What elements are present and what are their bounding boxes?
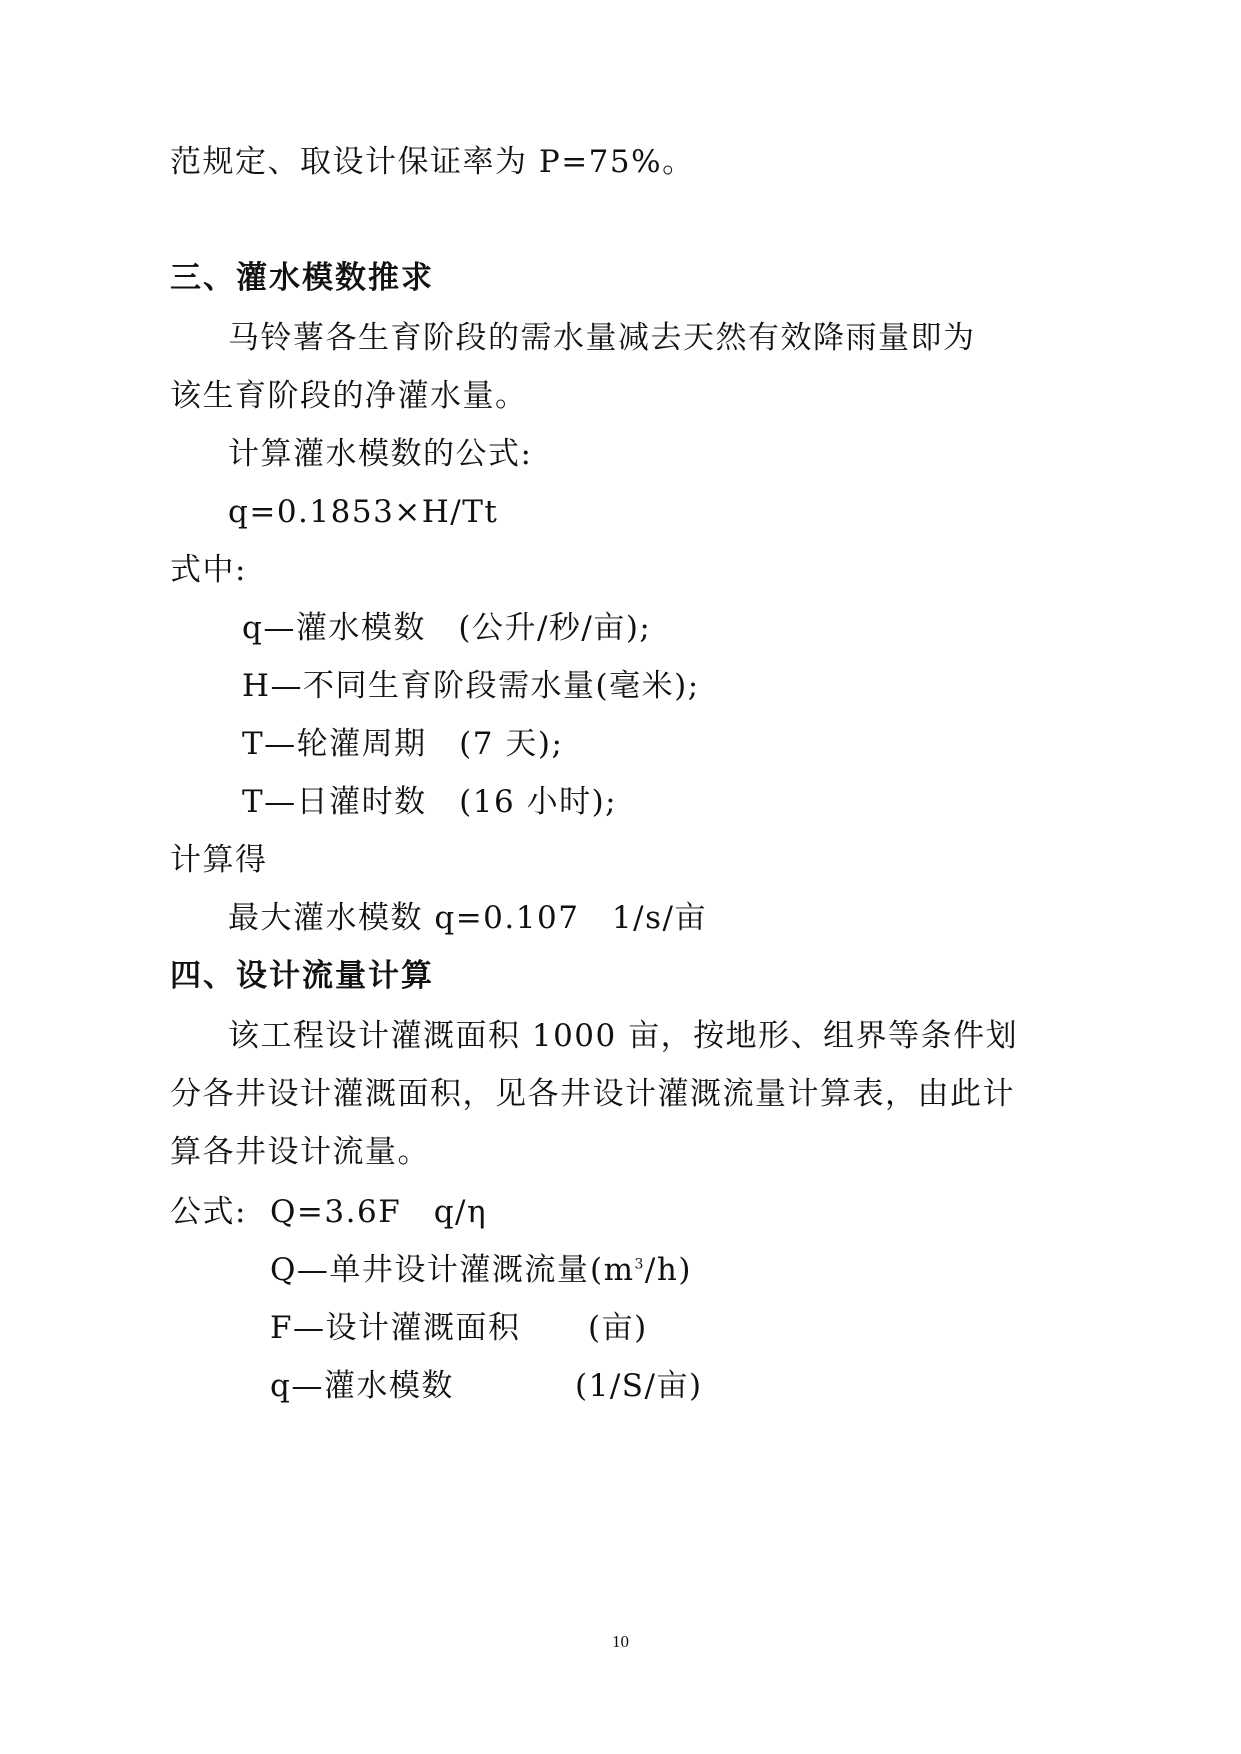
page-number: 10 [612,1632,629,1651]
definition-line: q—灌水模数 (公升/秒/亩); [242,610,652,646]
unit-superscript: 3 [634,1256,645,1273]
formula-line: q=0.1853×H/Tt [228,494,499,530]
section-heading-4: 四、设计流量计算 [170,958,434,994]
paragraph-line: 该工程设计灌溉面积 1000 亩，按地形、组界等条件划 [228,1018,1019,1054]
where-label: 式中: [170,552,247,588]
paragraph-line: 马铃薯各生育阶段的需水量减去天然有效降雨量即为 [228,320,976,356]
variable-line: q—灌水模数 [270,1368,454,1404]
paragraph-line: 该生育阶段的净灌水量。 [170,378,528,414]
unit-text: (m [590,1252,635,1288]
variable-unit [590,1250,692,1290]
paragraph-line: 算各井设计流量。 [170,1134,430,1170]
text-line: 范规定、取设计保证率为 P=75%。 [170,144,695,180]
variable-line: Q—单井设计灌溉流量 [270,1252,590,1288]
result-line: 最大灌水模数 q=0.107 1/s/亩 [228,900,707,936]
variable-unit: (1/S/亩) [575,1368,703,1404]
formula-label: 公式: [170,1194,247,1230]
text-line: 计算得 [170,842,268,878]
definition-line: T—轮灌周期 (7 天); [242,726,564,762]
section-heading-3: 三、灌水模数推求 [170,260,434,296]
variable-line: F—设计灌溉面积 [270,1310,521,1346]
paragraph-line: 计算灌水模数的公式: [228,436,533,472]
definition-line: H—不同生育阶段需水量(毫米); [242,668,700,704]
variable-unit: (亩) [588,1310,648,1346]
formula-line: Q=3.6F q/η [270,1194,488,1230]
definition-line: T—日灌时数 (16 小时); [242,784,618,820]
paragraph-line: 分各井设计灌溉面积，见各井设计灌溉流量计算表，由此计 [170,1076,1015,1112]
unit-text: /h) [644,1252,692,1288]
